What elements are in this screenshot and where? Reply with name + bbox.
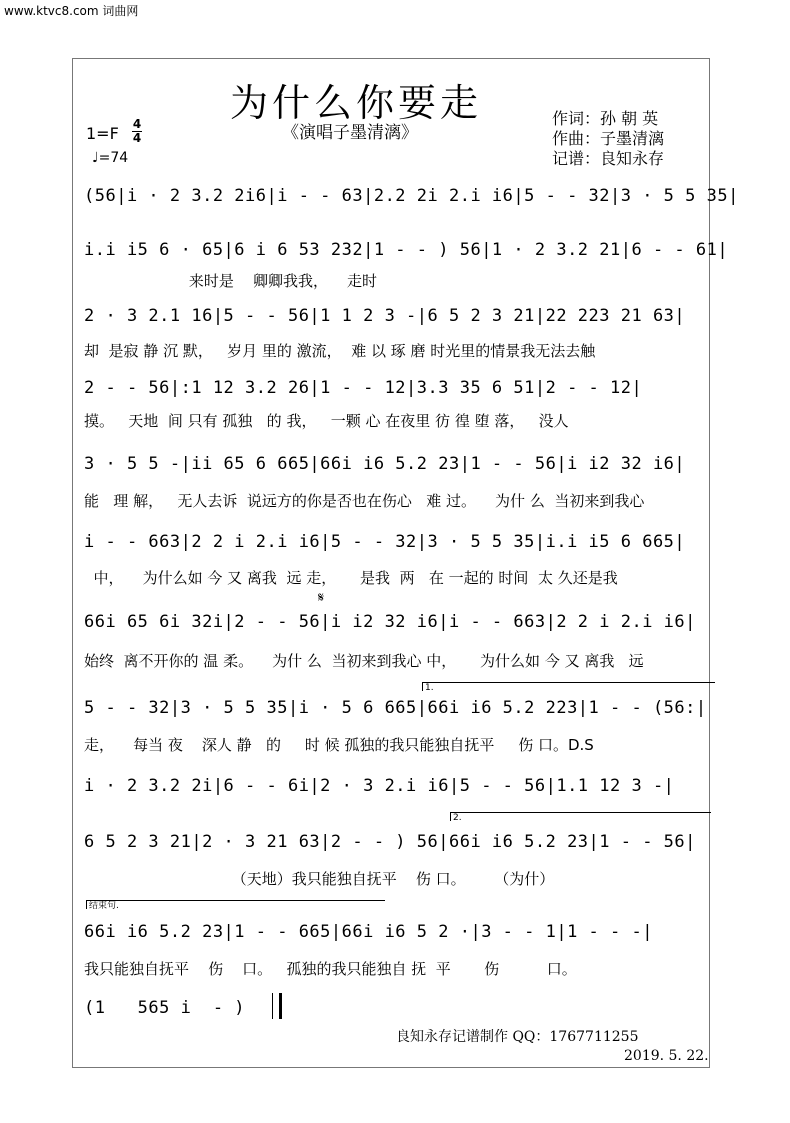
lyrics-row-2: 来时是 卿卿我我， 走时 [84,272,378,290]
lyrics-row-3: 却 是寂 静 沉 默， 岁月 里的 激流， 难 以 琢 磨 时光里的情景我无法去触 [84,342,596,360]
lyrics-row-6: 中， 为什么如 今 又 离我 远 走， 是我 两 在 一起的 时间 太 久还是我 [84,569,618,587]
notation-row-10: 6 5 2 3 21|2 · 3 21 63|2 - - ) 56|66i i6 5.2 23|1 - - 56| [84,832,696,852]
footer-date: 2019. 5. 22. [624,1048,709,1064]
song-title: 为什么你要走 [230,81,483,125]
volta-second-ending: 2. [450,812,711,821]
coda-bracket: 结束句. [86,900,385,909]
lyrics-row-8: 走， 每当 夜 深人 静 的 时 候 孤独的我只能独自抚平 伤 口。D.S [84,736,594,754]
segno-mark: 𝄋 [318,590,325,606]
lyrics-row-7: 始终 离不开你的 温 柔。 为什 么 当初来到我心 中， 为什么如 今 又 离我 远 [84,652,644,670]
notation-row-7: 66i 65 6i 32i|2 - - 56|i i2 32 i6|i - - 663|2 2 i 2.i i6| [84,612,696,632]
notation-row-3: 2 · 3 2.1 16|5 - - 56|1 1 2 3 -|6 5 2 3 21|22 223 21 63| [84,306,686,326]
lyricist-credit: 作词：孙 朝 英 [552,109,659,128]
lyrics-row-4: 摸。 天地 间 只有 孤独 的 我， 一颗 心 在夜里 彷 徨 堕 落， 没人 [84,412,569,430]
notation-row-2: i.i i5 6 · 65|6 i 6 53 232|1 - - ) 56|1 · 2 3.2 21|6 - - 61| [84,240,729,260]
volta-first-ending: 1. [422,682,715,691]
notation-row-6: i - - 663|2 2 i 2.i i6|5 - - 32|3 · 5 5 35|i.i i5 6 665| [84,532,686,552]
time-signature [132,118,142,145]
key-signature: 1=F [86,124,119,143]
lyrics-row-10: （天地）我只能独自抚平 伤 口。 （为什） [84,870,555,888]
notation-row-5: 3 · 5 5 -|ii 65 6 665|66i i6 5.2 23|1 - - 56|i i2 32 i6| [84,454,686,474]
lyrics-row-11: 我只能独自抚平 伤 口。 孤独的我只能独自 抚 平 伤 口。 [84,960,577,978]
site-watermark: www.ktvc8.com 词曲网 [4,4,139,18]
notation-row-8: 5 - - 32|3 · 5 5 35|i · 5 6 665|66i i6 5.2 223|1 - - (56:| [84,698,707,718]
transcriber-credit: 记谱：良知永存 [552,149,665,168]
time-signature-top: 4 [132,117,142,131]
time-signature-bottom: 4 [132,131,142,145]
notation-row-9: i · 2 3.2 2i|6 - - 6i|2 · 3 2.i i6|5 - - 56|1.1 12 3 -| [84,776,675,796]
tempo-marking: ♩=74 [92,150,129,166]
composer-credit: 作曲：子墨清漓 [552,129,665,148]
notation-row-4: 2 - - 56|:1 12 3.2 26|1 - - 12|3.3 35 6 51|2 - - 12| [84,378,643,398]
notation-row-1: (56|i · 2 3.2 2i6|i - - 63|2.2 2i 2.i i6|5 - - 32|3 · 5 5 35| [84,186,739,206]
notation-row-11: 66i i6 5.2 23|1 - - 665|66i i6 5 2 ·|3 - - 1|1 - - -| [84,922,653,942]
footer-credit: 良知永存记谱制作 QQ：1767711255 [396,1029,639,1045]
final-barline [272,993,282,1019]
score-sheet [72,58,739,1068]
lyrics-row-5: 能 理 解， 无人去诉 说远方的你是否也在伤心 难 过。 为什 么 当初来到我心 [84,492,645,510]
notation-row-12: (1 565 i - ) [84,998,246,1018]
song-subtitle: 《演唱子墨清漓》 [282,123,418,143]
